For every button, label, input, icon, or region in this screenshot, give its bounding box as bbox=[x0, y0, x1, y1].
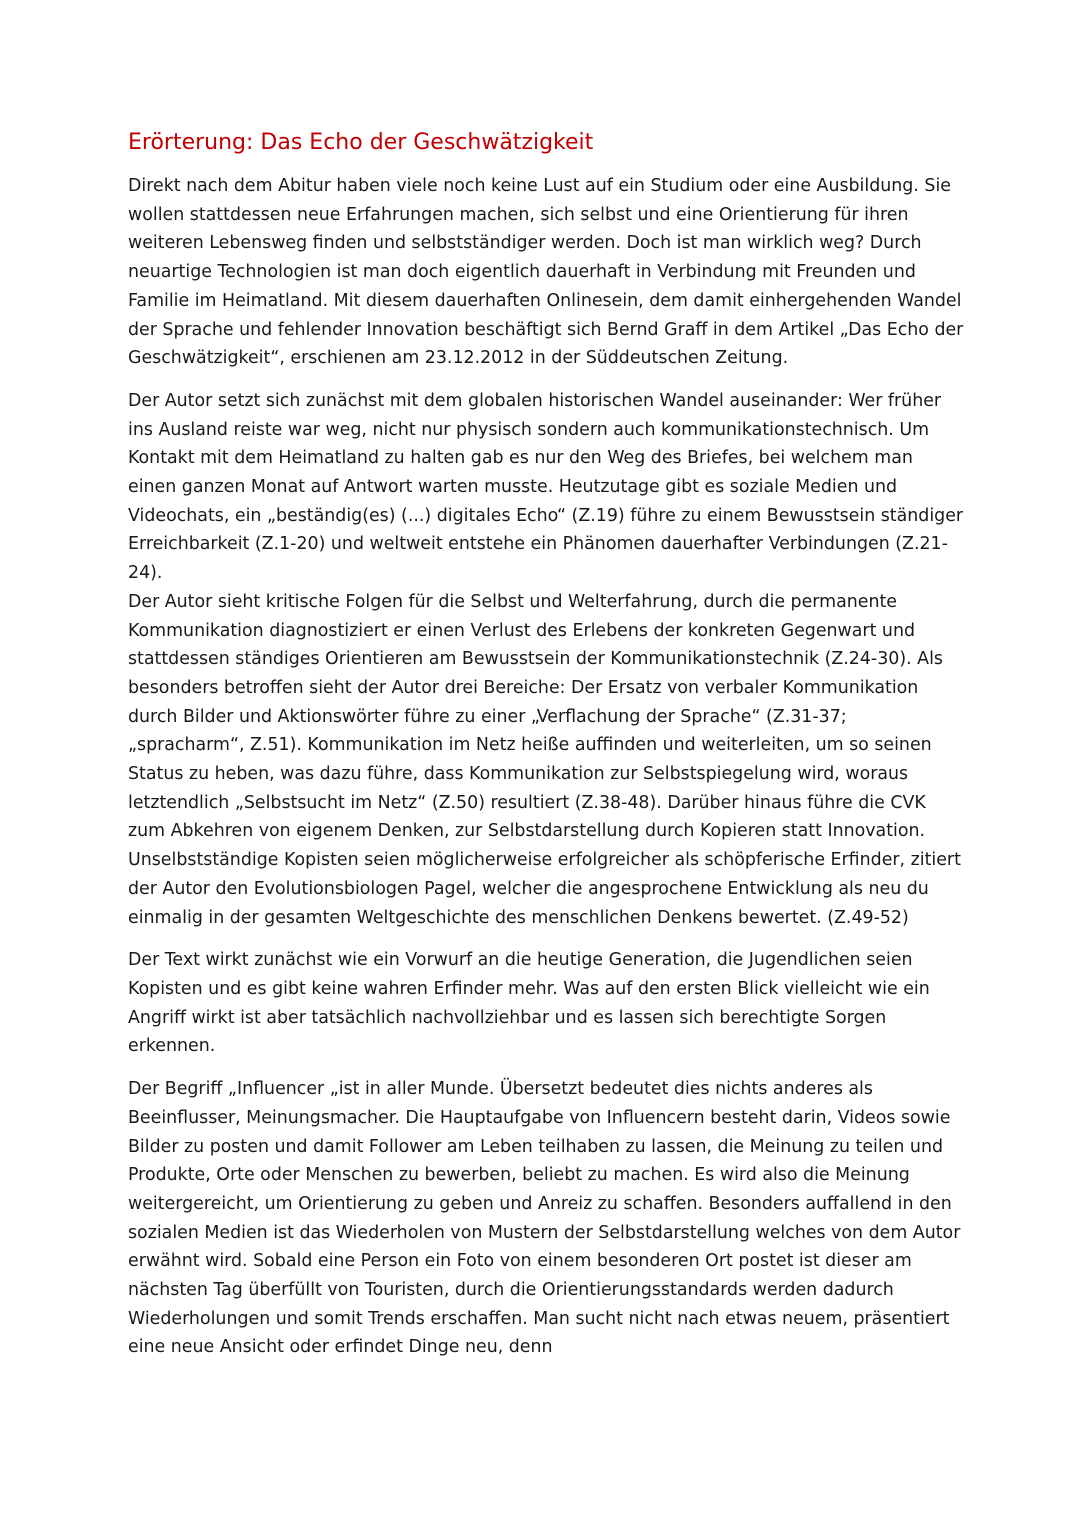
paragraph-evaluation: Der Text wirkt zunächst wie ein Vorwurf an die heutige Generation, die Jugendlichen seien Kopisten und es gibt keine wahren Erfinder mehr. Was auf den ersten Blick vielleicht wie ein Angriff wirkt ist aber tatsächlich nachvollziehbar und es lassen sich berechtigte Sorgen erkennen. bbox=[128, 950, 930, 1057]
document-content bbox=[128, 126, 964, 1376]
page-title: Erörterung: Das Echo der Geschwätzigkeit bbox=[128, 130, 594, 155]
paragraph-introduction: Direkt nach dem Abitur haben viele noch keine Lust auf ein Studium oder eine Ausbildung. Sie wollen stattdessen neue Erfahrungen machen, sich selbst und eine Orientierung für ihren weiteren Lebensweg finden und selbstständiger werden. Doch ist man wirklich weg? Durch neuartige Technologien ist man doch eigentlich dauerhaft in Verbindung mit Freunden und Familie im Heimatland. Mit diesem dauerhaften Onlinesein, dem damit einhergehenden Wandel der Sprache und fehlender Innovation beschäftigt sich Bernd Graff in dem Artikel „Das Echo der Geschwätzigkeit“, erschienen am 23.12.2012 in der Süddeutschen Zeitung. bbox=[128, 176, 964, 369]
paragraph-argument-influencer: Der Begriff „Influencer „ist in aller Munde. Übersetzt bedeutet dies nichts anderes als Beeinflusser, Meinungsmacher. Die Hauptaufgabe von Influencern besteht darin, Videos sowie Bilder zu posten und damit Follower am Leben teilhaben zu lassen, die Meinung zu teilen und Produkte, Orte oder Menschen zu bewerben, beliebt zu machen. Es wird also die Meinung weitergereicht, um Orientierung zu geben und Anreiz zu schaffen. Besonders auffallend in den sozialen Medien ist das Wiederholen von Mustern der Selbstdarstellung welches von dem Autor erwähnt wird. Sobald eine Person ein Foto von einem besonderen Ort postet ist dieser am nächsten Tag überfüllt von Touristen, durch die Orientierungsstandards werden dadurch Wiederholungen und somit Trends erschaffen. Man sucht nicht nach etwas neuem, präsentiert eine neue Ansicht oder erfindet Dinge neu, denn bbox=[128, 1079, 961, 1358]
paragraph-summary-part1: Der Autor setzt sich zunächst mit dem globalen historischen Wandel auseinander: Wer früher ins Ausland reiste war weg, nicht nur physisch sondern auch kommunikationstechnisch. Um Kontakt mit dem Heimatland zu halten gab es nur den Weg des Briefes, bei welchem man einen ganzen Monat auf Antwort warten musste. Heutzutage gibt es soziale Medien und Videochats, ein „beständig(es) (...) digitales Echo“ (Z.19) führe zu einem Bewusstsein ständiger Erreichbarkeit (Z.1-20) und weltweit entstehe ein Phänomen dauerhafter Verbindungen (Z.21-24). bbox=[128, 390, 964, 584]
paragraph-summary-part2: Der Autor sieht kritische Folgen für die Selbst und Welterfahrung, durch die permanente Kommunikation diagnostiziert er einen Verlust des Erlebens der konkreten Gegenwart und stattdessen ständiges Orientieren am Bewusstsein der Kommunikationstechnik (Z.24-30). Als besonders betroffen sieht der Autor drei Bereiche: Der Ersatz von verbaler Kommunikation durch Bilder und Aktionswörter führe zu einer „Verflachung der Sprache“ (Z.31-37; „spracharm“, Z.51). Kommunikation im Netz heiße auffinden und weiterleiten, um so seinen Status zu heben, was dazu führe, dass Kommunikation zur Selbstspiegelung wird, woraus letztendlich „Selbstsucht im Netz“ (Z.50) resultiert (Z.38-48). Darüber hinaus führe die CVK zum Abkehren von eigenem Denken, zur Selbstdarstellung durch Kopieren statt Innovation. Unselbstständige Kopisten seien möglicherweise erfolgreicher als schöpferische Erfinder, zitiert der Autor den Evolutionsbiologen Pagel, welcher die angesprochene Entwicklung als neu du einmalig in der gesamten Weltgeschichte des menschlichen Denkens bewertet. (Z.49-52) bbox=[128, 591, 961, 928]
